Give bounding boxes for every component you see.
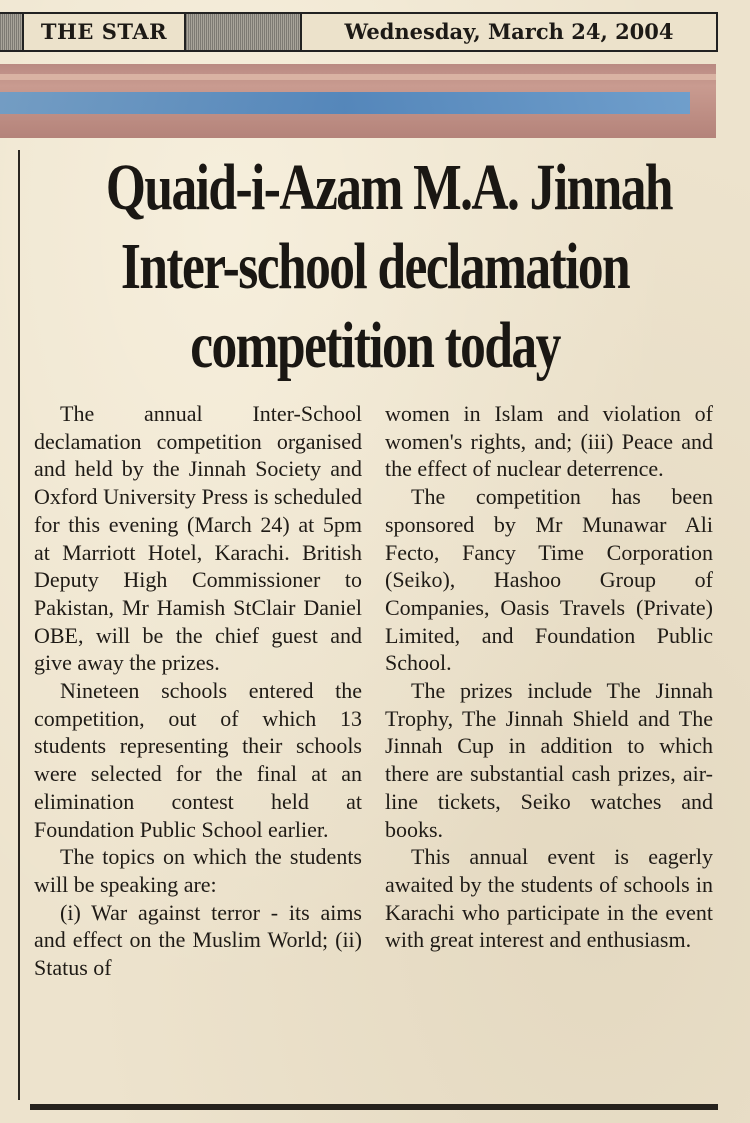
headline-line-2: Inter-school declamation [120, 230, 630, 303]
article-left-column [34, 400, 362, 982]
article-paragraph: (i) War against terror - its aims and effect on the Muslim World; (ii) Status of [34, 899, 362, 981]
masthead-texture-left [0, 12, 22, 52]
headline [105, 148, 672, 385]
article-paragraph: Nineteen schools entered the competition, out of which 13 students representing their schools were selected for the final at an elimination contest held at Foundation Public School earlier. [34, 678, 362, 842]
article-paragraph: This annual event is eagerly awaited by the students of schools in Karachi who participate in the event with great interest and enthusiasm. [385, 844, 713, 953]
headline-line-3: competition today [190, 309, 560, 382]
decorative-light-stripe [0, 74, 716, 80]
article-paragraph: The competition has been sponsored by Mr Munawar Ali Fecto, Fancy Time Corporation (Seiko), Hashoo Group of Companies, Oasis Travels (Private) Limited, and Foundation Public School. [385, 484, 713, 676]
masthead-texture-middle [186, 12, 300, 52]
newspaper-name: THE STAR [22, 12, 186, 52]
article-paragraph: The topics on which the students will be speaking are: [34, 844, 362, 897]
article-right-column [385, 400, 713, 954]
headline-line-1: Quaid-i-Azam M.A. Jinnah [105, 151, 672, 224]
masthead [0, 12, 718, 52]
left-column-rule [18, 150, 20, 1100]
publication-date: Wednesday, March 24, 2004 [300, 12, 718, 52]
article-paragraph: The prizes include The Jinnah Trophy, The Jinnah Shield and The Jinnah Cup in addition to which there are substantial cash prizes, air-line tickets, Seiko watches and books. [385, 678, 713, 842]
decorative-blue-stripe [0, 92, 690, 114]
article-paragraph-continuation: women in Islam and violation of women's rights, and; (iii) Peace and the effect of nuclear deterrence. [385, 401, 713, 482]
bottom-rule [30, 1104, 718, 1110]
article-paragraph: The annual Inter-School declamation competition organised and held by the Jinnah Society and Oxford University Press is scheduled for this evening (March 24) at 5pm at Marriott Hotel, Karachi. British Deputy High Commissioner to Pakistan, Mr Hamish StClair Daniel OBE, will be the chief guest and give away the prizes. [34, 401, 362, 676]
